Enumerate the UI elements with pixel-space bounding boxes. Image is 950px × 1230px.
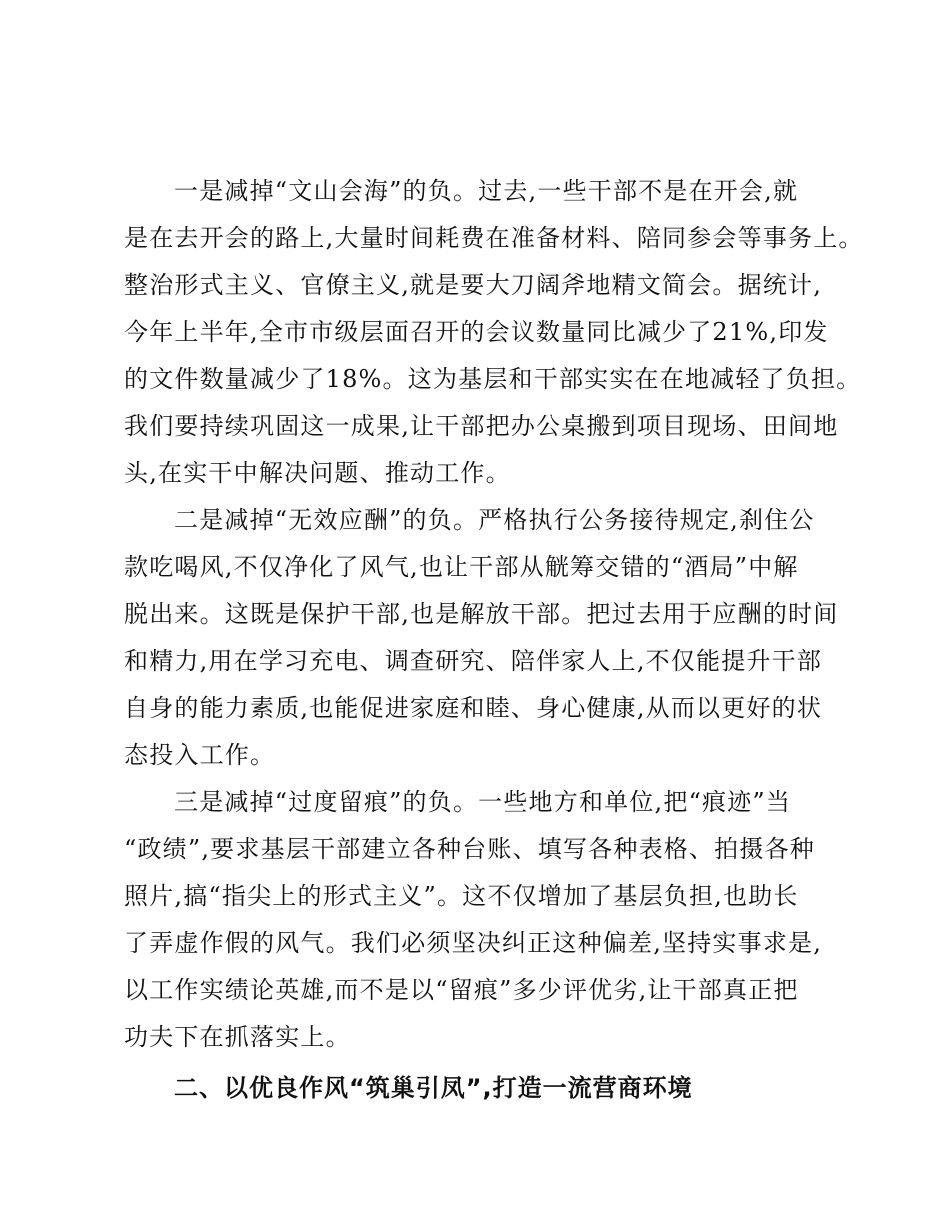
text-line: 二是减掉“无效应酬”的负。严格执行公务接待规定,刹住公 (174, 506, 815, 534)
section-heading: 二、以优良作风“筑巢引凤”,打造一流营商环境 (174, 1074, 693, 1102)
text-line: 的文件数量减少了18%。这为基层和干部实实在在地减轻了负担。 (124, 365, 862, 393)
text-line: 功夫下在抓落实上。 (124, 1023, 351, 1051)
text-line: 自身的能力素质,也能促进家庭和睦、身心健康,从而以更好的状 (124, 694, 823, 722)
text-line: 今年上半年,全市市级层面召开的会议数量同比减少了21%,印发 (124, 318, 829, 346)
paragraph-3 (124, 779, 844, 1061)
text-line: 态投入工作。 (124, 741, 276, 769)
text-line: 我们要持续巩固这一成果,让干部把办公桌搬到项目现场、田间地 (124, 412, 839, 440)
text-line: 了弄虚作假的风气。我们必须坚决纠正这种偏差,坚持实事求是, (124, 929, 823, 957)
text-line: 是在去开会的路上,大量时间耗费在准备材料、陪同参会等事务上。 (124, 224, 864, 252)
text-line: 款吃喝风,不仅净化了风气,也让干部从觥筹交错的“酒局”中解 (124, 553, 799, 581)
document-body (124, 168, 864, 1112)
text-line: 头,在实干中解决问题、推动工作。 (124, 459, 511, 487)
text-line: 和精力,用在学习充电、调查研究、陪伴家人上,不仅能提升干部 (124, 647, 823, 675)
paragraph-1 (124, 168, 864, 497)
text-line: “政绩”,要求基层干部建立各种台账、填写各种表格、拍摄各种 (124, 835, 815, 863)
paragraph-2 (124, 497, 844, 779)
text-line: 整治形式主义、官僚主义,就是要大刀阔斧地精文简会。据统计, (124, 271, 823, 299)
text-line: 一是减掉“文山会海”的负。过去,一些干部不是在开会,就 (174, 177, 799, 205)
text-line: 以工作实绩论英雄,而不是以“留痕”多少评优劣,让干部真正把 (124, 976, 799, 1004)
text-line: 照片,搞“指尖上的形式主义”。这不仅增加了基层负担,也助长 (124, 882, 799, 910)
text-line: 脱出来。这既是保护干部,也是解放干部。把过去用于应酬的时间 (124, 600, 839, 628)
text-line: 三是减掉“过度留痕”的负。一些地方和单位,把“痕迹”当 (174, 788, 792, 816)
